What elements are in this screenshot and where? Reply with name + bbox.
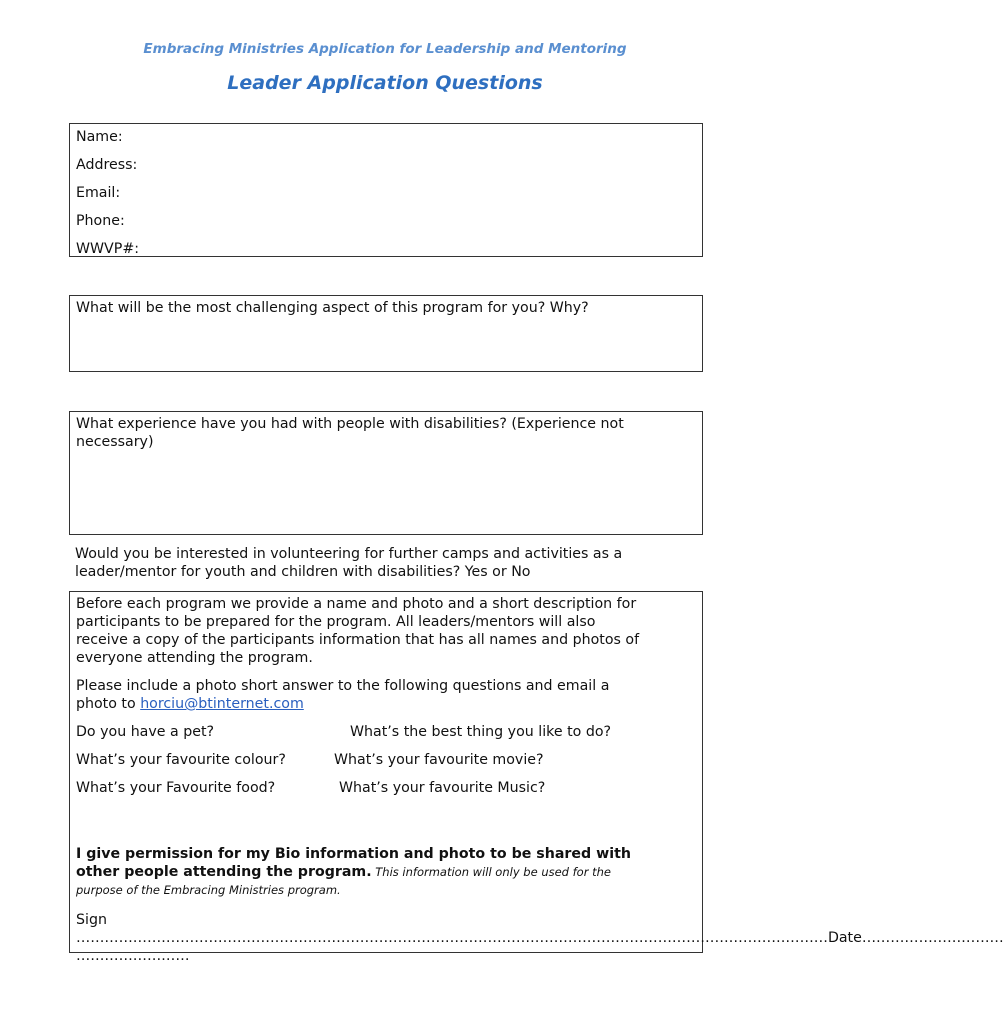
date-dots-continued: ……………………: [76, 948, 190, 964]
experience-answer-box[interactable]: [69, 411, 703, 535]
date-dots: …………………………: [861, 930, 1004, 946]
bio-instructions: [76, 677, 696, 713]
phone-field[interactable]: Phone:: [76, 213, 125, 229]
signature-block: [76, 911, 1004, 965]
bio-intro-line1: Before each program we provide a name and photo and a short description for: [76, 596, 637, 612]
permission-line1: I give permission for my Bio information and photo to be shared with: [76, 846, 631, 862]
bio-instructions-line1: Please include a photo short answer to the following questions and email a: [76, 678, 610, 694]
question-best-thing: What’s the best thing you like to do?: [350, 724, 612, 740]
wwvp-field[interactable]: WWVP#:: [76, 241, 139, 257]
bio-intro-line2: participants to be prepared for the program. All leaders/mentors will also: [76, 614, 596, 630]
volunteer-question: [75, 545, 695, 581]
form-subtitle: Embracing Ministries Application for Leadership and Mentoring: [143, 41, 627, 57]
contact-details-box: [69, 123, 703, 257]
volunteer-question-line2: leader/mentor for youth and children with disabilities? Yes or No: [75, 564, 531, 580]
question-food: What’s your Favourite food?: [76, 780, 276, 796]
challenge-question: What will be the most challenging aspect of this program for you? Why?: [76, 300, 589, 316]
permission-line2: other people attending the program.: [76, 864, 372, 880]
question-row-3: [76, 779, 696, 807]
question-row-2: [76, 751, 696, 779]
experience-question-line1: What experience have you had with people with disabilities? (Experience not: [76, 416, 624, 432]
bio-box: [69, 591, 1004, 964]
permission-statement: [76, 845, 696, 899]
page-title: Leader Application Questions: [227, 72, 543, 94]
question-colour: What’s your favourite colour?: [76, 752, 286, 768]
question-row-1: [76, 723, 696, 751]
experience-question-line2: necessary): [76, 434, 154, 450]
bio-instructions-prefix: photo to: [76, 696, 141, 712]
challenge-answer-box[interactable]: [69, 295, 703, 372]
question-movie: What’s your favourite movie?: [334, 752, 544, 768]
bio-intro-line3: receive a copy of the participants information that has all names and photos of: [76, 632, 640, 648]
address-field[interactable]: Address:: [76, 157, 138, 173]
bio-intro-line4: everyone attending the program.: [76, 650, 313, 666]
date-label: Date: [827, 930, 862, 946]
bio-intro: [76, 595, 696, 667]
sign-dots: ……………………………………………………………………………………………………………………………………………: [76, 930, 828, 946]
question-pet: Do you have a pet?: [76, 724, 215, 740]
email-field[interactable]: Email:: [76, 185, 121, 201]
permission-note-b: purpose of the Embracing Ministries program.: [76, 883, 341, 897]
question-music: What’s your favourite Music?: [339, 780, 546, 796]
permission-note-a: This information will only be used for the: [371, 865, 611, 879]
volunteer-question-line1: Would you be interested in volunteering for further camps and activities as a: [75, 546, 623, 562]
email-link[interactable]: horciu@btinternet.com: [140, 696, 304, 712]
signature-line[interactable]: [76, 929, 1004, 947]
name-field[interactable]: Name:: [76, 129, 123, 145]
sign-label: Sign: [76, 912, 107, 928]
